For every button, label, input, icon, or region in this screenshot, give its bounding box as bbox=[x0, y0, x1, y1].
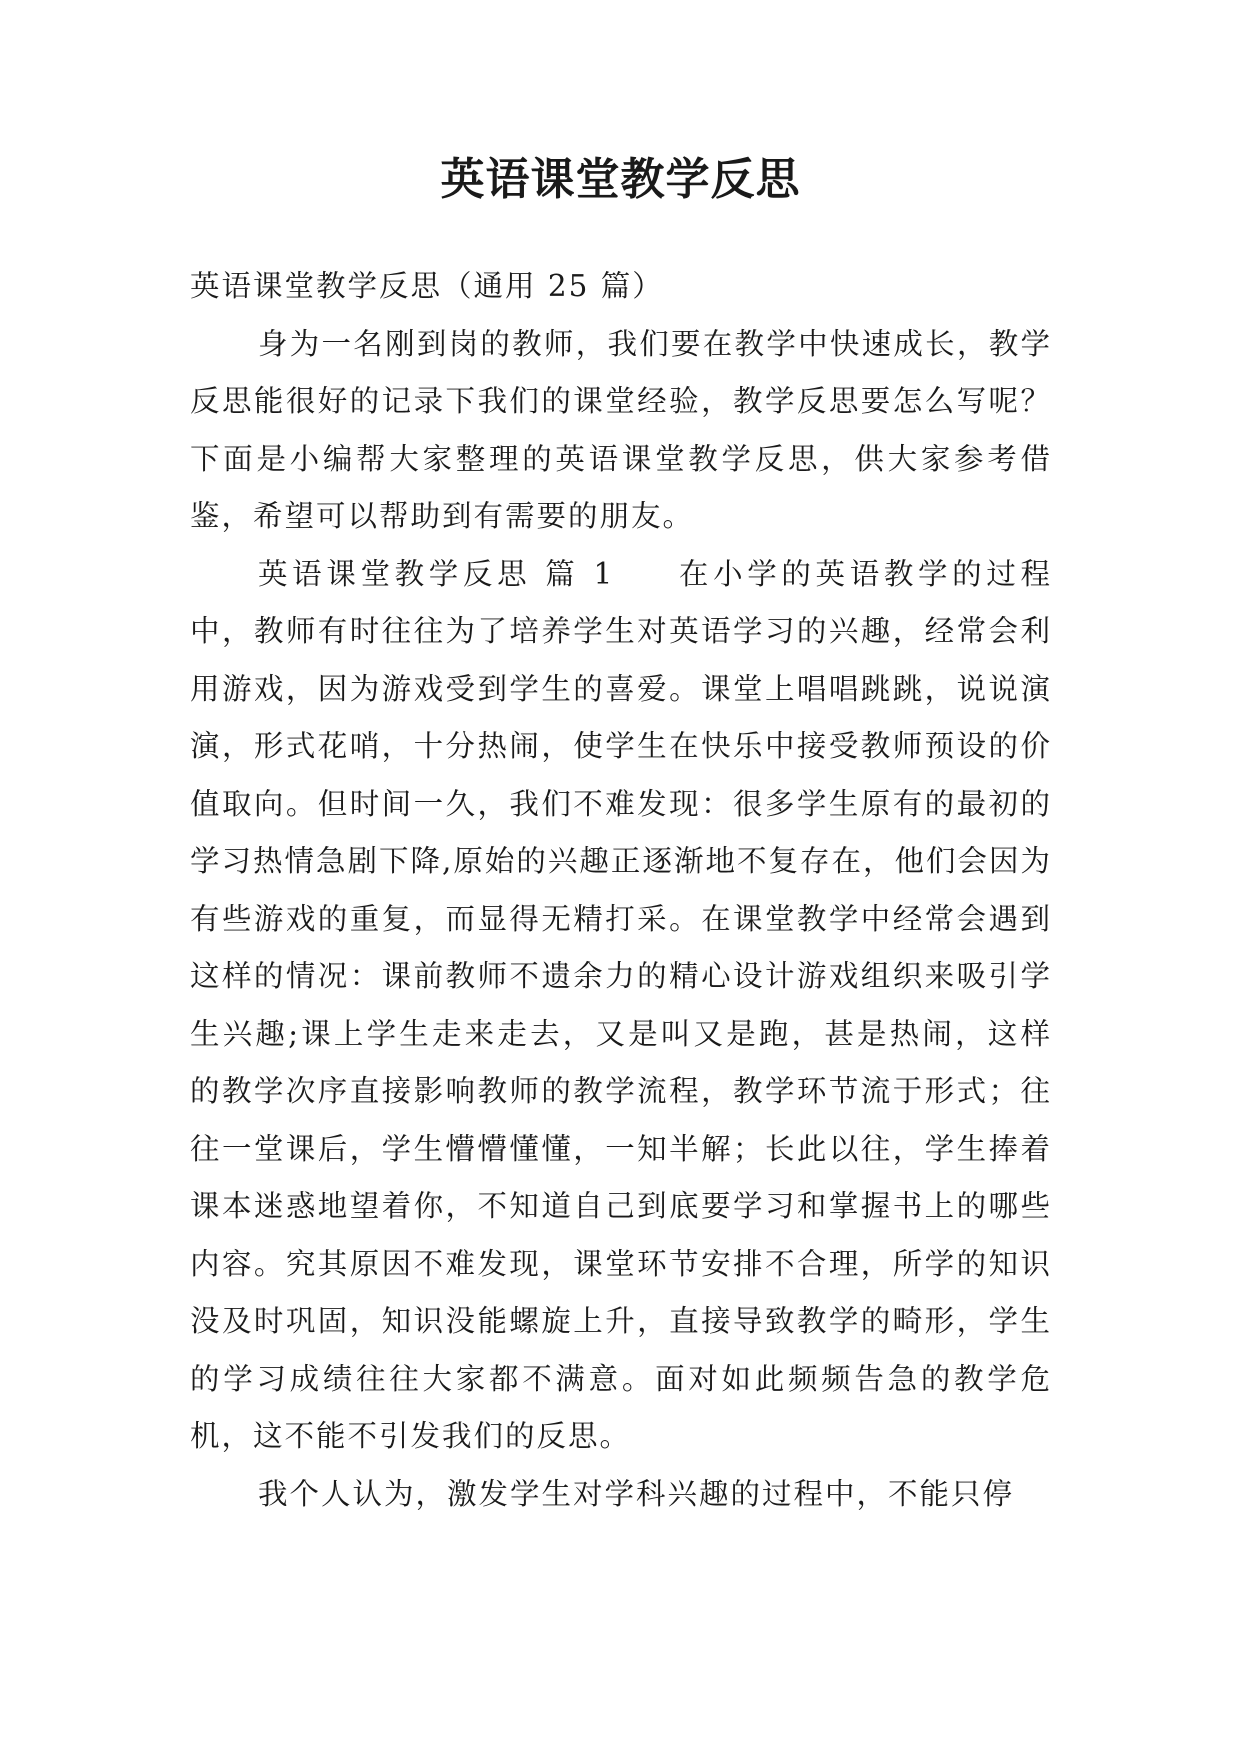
document-body bbox=[190, 258, 1052, 1523]
section-1-text: 在小学的英语教学的过程中，教师有时往往为了培养学生对英语学习的兴趣，经常会利用游戏，因为游戏受到学生的喜爱。课堂上唱唱跳跳，说说演演，形式花哨，十分热闹，使学生在快乐中接受教师预设的价值取向。但时间一久，我们不难发现：很多学生原有的最初的学习热情急剧下降,原始的兴趣正逐渐地不复存在，他们会因为有些游戏的重复，而显得无精打采。在课堂教学中经常会遇到这样的情况：课前教师不遗余力的精心设计游戏组织来吸引学生兴趣;课上学生走来走去，又是叫又是跑，甚是热闹，这样的教学次序直接影响教师的教学流程，教学环节流于形式；往往一堂课后，学生懵懵懂懂，一知半解；长此以往，学生捧着课本迷惑地望着你，不知道自己到底要学习和掌握书上的哪些内容。究其原因不难发现，课堂环节安排不合理，所学的知识没及时巩固，知识没能螺旋上升，直接导致教学的畸形，学生的学习成绩往往大家都不满意。面对如此频频告急的教学危机，这不能不引发我们的反思。 bbox=[190, 556, 1052, 1453]
document-subtitle: 英语课堂教学反思（通用 25 篇） bbox=[190, 269, 664, 303]
paragraph-3: 我个人认为，激发学生对学科兴趣的过程中，不能只停 bbox=[258, 1476, 1015, 1511]
intro-paragraph: 身为一名刚到岗的教师，我们要在教学中快速成长，教学反思能很好的记录下我们的课堂经验，教学反思要怎么写呢？下面是小编帮大家整理的英语课堂教学反思，供大家参考借鉴，希望可以帮助到有需要的朋友。 bbox=[190, 326, 1052, 533]
section-1-heading: 英语课堂教学反思 篇 1 bbox=[258, 556, 615, 591]
document-title: 英语课堂教学反思 bbox=[440, 154, 801, 205]
section-1-paragraph bbox=[190, 546, 1052, 1466]
